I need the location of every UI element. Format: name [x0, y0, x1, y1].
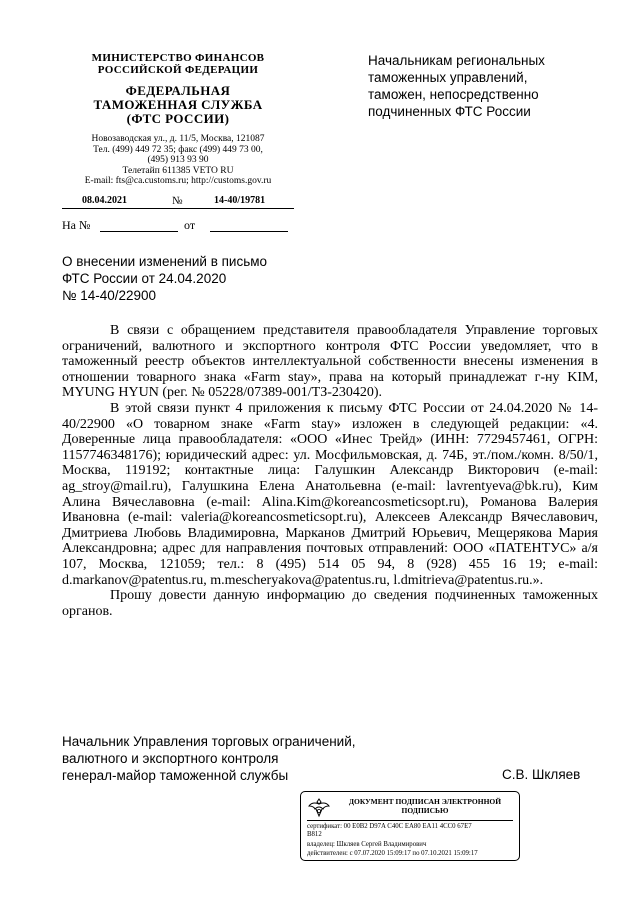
registration-underline	[62, 208, 294, 209]
stamp-certificate-cont: B812	[307, 831, 322, 838]
reference-date-blank	[210, 231, 288, 232]
reference-date-label: от	[184, 218, 196, 232]
letterhead	[60, 52, 296, 187]
reference-number-label: На №	[62, 218, 91, 232]
service-name: ФЕДЕРАЛЬНАЯ ТАМОЖЕННАЯ СЛУЖБА (ФТС РОССИИ)	[93, 83, 263, 126]
stamp-title: ДОКУМЕНТ ПОДПИСАН ЭЛЕКТРОННОЙ ПОДПИСЬЮ	[348, 797, 502, 815]
body-paragraph-1: В связи с обращением представителя правообладателя Управление торговых ограничений, валютного и экспортного контроля ФТС России уведомляет, что в таможенный реестр объектов интеллектуальной собственности внесены изменения в отношении товарного знака «Farm stay», права на который принадлежат г-ну KIM, MYUNG HYUN (рег. № 05228/07389-001/ТЗ-230420).	[62, 323, 598, 401]
ministry-name: МИНИСТЕРСТВО ФИНАНСОВ РОССИЙСКОЙ ФЕДЕРАЦИИ	[91, 52, 265, 76]
reference-number-blank	[100, 231, 178, 232]
signer-position: Начальник Управления торговых ограничений, валютного и экспортного контроля генерал-майор таможенной службы	[62, 734, 356, 783]
recipient-block: Начальникам региональных таможенных управлений, таможен, непосредственно подчиненных ФТС России	[368, 53, 545, 119]
reference-line	[62, 218, 294, 234]
registration-date: 08.04.2021	[82, 195, 127, 206]
eagle-emblem-icon	[307, 796, 331, 818]
stamp-validity: действителен: с 07.07.2020 15:09:17 по 07.10.2021 15:09:17	[307, 850, 478, 857]
registration-number: 14-40/19781	[214, 195, 266, 206]
signer-name: С.В. Шкляев	[502, 767, 581, 782]
electronic-signature-stamp	[300, 791, 520, 861]
number-sign: №	[172, 195, 183, 207]
stamp-certificate: сертификат: 00 E0B2 D97A C40C EA80 EA11 4CC0 67E7	[307, 823, 472, 830]
letter-body	[62, 323, 598, 619]
stamp-owner: владелец: Шкляев Сергей Владимирович	[307, 841, 427, 848]
body-paragraph-3: Прошу довести данную информацию до сведения подчиненных таможенных органов.	[62, 588, 598, 619]
body-paragraph-2: В этой связи пункт 4 приложения к письму ФТС России от 24.04.2020 № 14-40/22900 «О товарном знаке «Farm stay» изложен в следующей редакции: «4. Доверенные лица правообладателя: «ООО «Инес Трейд» (ИНН: 7729457461, ОГРН: 1157746348176); юридический адрес: ул. Мосфильмовская, д. 74Б, эт./пом./комн. 8/50/1, Москва, 119192; контактные лица: Галушкин Александр Викторович (e-mail: ag_stroy@mail.ru), Галушкина Елена Анатольевна (e-mail: lavrentyeva@bk.ru), Ким Алина Вячеславовна (e-mail: Alina.Kim@koreancosmeticsopt.ru), Романова Валерия Ивановна (e-mail: valeria@koreancosmeticsopt.ru), Алексеев Александр Вячеславович, Дмитриева Любовь Владимировна, Марканов Дмитрий Юрьевич, Мещерякова Мария Александровна; адрес для направления почтовых отправлений: ООО «ПАТЕНТУС» а/я 107, Москва, 121059; тел.: 8 (495) 514 05 94, 8 (928) 455 16 19; e-mail: d.markanov@patentus.ru, m.mescheryakova@patentus.ru, l.dmitrieva@patentus.ru.».	[62, 400, 598, 588]
letter-subject: О внесении изменений в письмо ФТС России от 24.04.2020 № 14-40/22900	[62, 254, 268, 303]
contact-details: Новозаводская ул., д. 11/5, Москва, 121087 Тел. (499) 449 72 35; факс (499) 449 73 00, (495) 913 93 90 Телетайп 611385 VETO RU E-mail: fts@ca.customs.ru; http://customs.gov.ru	[84, 134, 272, 186]
stamp-divider	[307, 820, 513, 821]
registration-line	[62, 195, 294, 209]
